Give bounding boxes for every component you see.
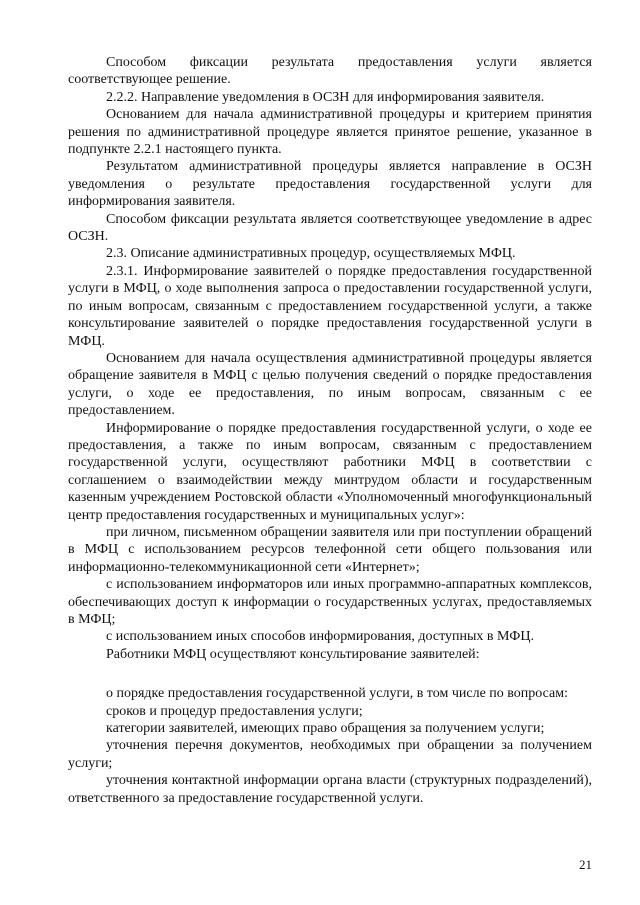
paragraph-2-3-heading: 2.3. Описание административных процедур, осуществляемых МФЦ. — [106, 246, 516, 262]
paragraph-2-3-1-informing: 2.3.1. Информирование заявителей о порядке предоставления государственной услуги в МФЦ, о ходе выполнения запроса о предоставлении государственной услуги, по иным вопросам, связанным с предоставлением государственной услуги, а также консультирование заявителей о порядке предоставления государственной услуги в МФЦ. — [68, 263, 592, 349]
paragraph-personal-appeal: при личном, письменном обращении заявителя или при поступлении обращений в МФЦ с использованием ресурсов телефонной сети общего пользования или информационно-телекоммуникационной сети «Интернет»; — [68, 524, 592, 575]
paragraph-informing-mfc: Информирование о порядке предоставления государственной услуги, о ходе ее предоставления, а также по иным вопросам, связанным с предоставлением государственной услуги, осуществляют работники МФЦ в соответствии с соглашением о взаимодействии между минтрудом области и государственным казенным учреждением Ростовской области «Уполномоченный многофункциональный центр предоставления государственных и муниципальных услуг»: — [68, 420, 592, 523]
paragraph-contact-info: уточнения контактной информации органа власти (структурных подразделений), ответственного за предоставление государственной услуги. — [68, 773, 592, 806]
paragraph-fixation-notification: Способом фиксации результата является соответствующее уведомление в адрес ОСЗН. — [68, 211, 592, 245]
paragraph-documents-list: уточнения перечня документов, необходимых при обращении за получением услуги; — [68, 738, 592, 771]
paragraph-other-methods: с использованием иных способов информирования, доступных в МФЦ. — [106, 629, 534, 645]
paragraph-applicant-categories: категории заявителей, имеющих право обращения за получением услуги; — [106, 721, 545, 737]
paragraph-order-of-service: о порядке предоставления государственной услуги, в том числе по вопросам: — [106, 686, 568, 702]
paragraph-informators: с использованием информаторов или иных программно-аппаратных комплексов, обеспечивающих доступ к информации о государственных услугах, предоставляемых в МФЦ; — [68, 577, 592, 627]
blank-line — [68, 663, 592, 685]
paragraph-2-2-2-heading: 2.2.2. Направление уведомления в ОСЗН для информирования заявителя. — [106, 89, 545, 105]
paragraph-basis-criteria: Основанием для начала административной процедуры и критерием принятия решения по административной процедуре является принятое решение, указанное в подпункте 2.2.1 настоящего пункта. — [68, 107, 592, 158]
paragraph-consulting: Работники МФЦ осуществляют консультирование заявителей: — [106, 646, 480, 662]
page-number: 21 — [579, 857, 592, 872]
document-body — [68, 54, 592, 807]
paragraph-result-notification: Результатом административной процедуры является направление в ОСЗН уведомления о результате предоставления государственной услуги для информирования заявителя. — [68, 159, 592, 210]
paragraph-terms-procedures: сроков и процедур предоставления услуги; — [106, 703, 363, 719]
paragraph-fixation-decision: Способом фиксации результата предоставления услуги является соответствующее решение. — [68, 55, 592, 88]
paragraph-basis-appeal: Основанием для начала осуществления административной процедуры является обращение заявителя в МФЦ с целью получения сведений о порядке предоставления услуги, о ходе ее предоставления, по иным вопросам, связанным с ее предоставлением. — [68, 350, 592, 419]
